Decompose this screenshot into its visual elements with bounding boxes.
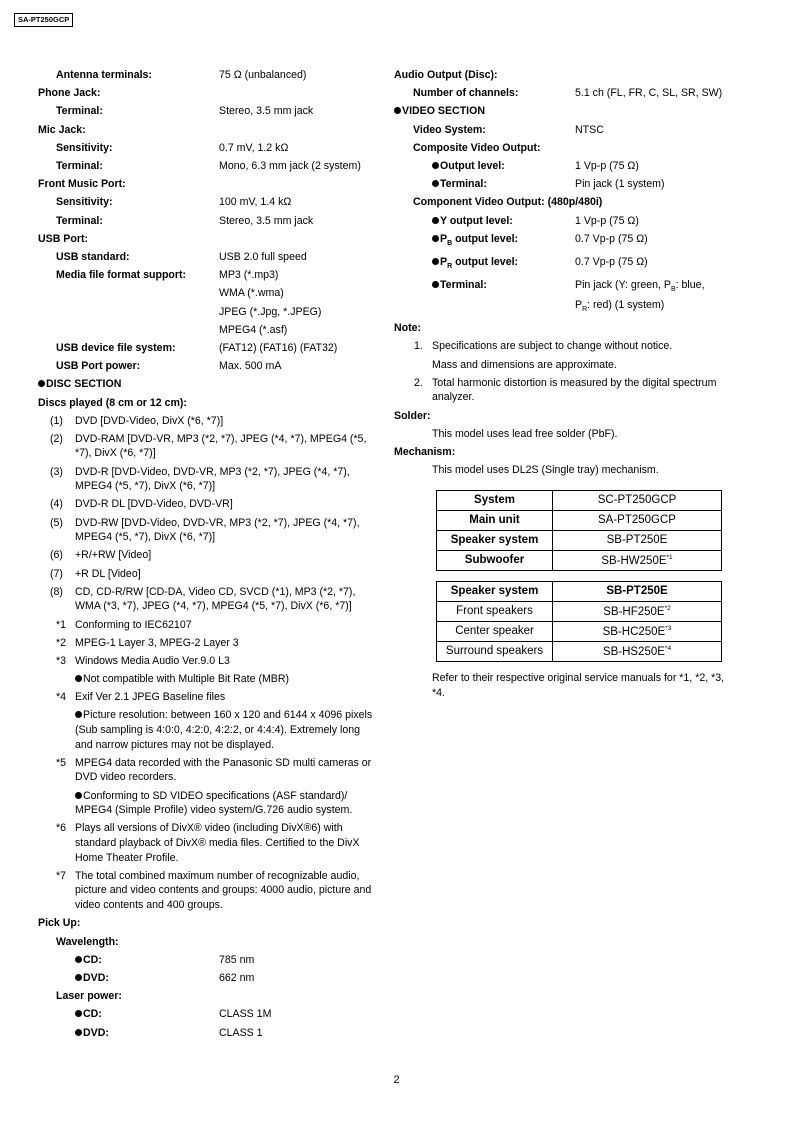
bullet-icon <box>75 974 82 981</box>
spec-label: Output level: <box>432 157 575 175</box>
table-cell: Speaker system <box>437 530 553 550</box>
spec-value: 1 Vp-p (75 Ω) <box>575 214 639 227</box>
spec-label: Sensitivity: <box>56 196 113 209</box>
spec-value: 0.7 Vp-p (75 Ω) <box>575 256 648 269</box>
list-item: (1) DVD [DVD-Video, DivX (*6, *7)] <box>50 414 224 427</box>
usb-power-row <box>38 357 373 375</box>
table-row <box>437 601 722 621</box>
bullet-icon <box>394 107 401 114</box>
solder-text: This model uses lead free solder (PbF). <box>432 427 618 440</box>
table-cell: Speaker system <box>437 581 553 601</box>
footnote-note: Not compatible with Multiple Bit Rate (MBR) <box>38 670 373 688</box>
spec-label: USB standard: <box>56 251 130 264</box>
solder-heading: Solder: <box>394 409 431 422</box>
list-item: (3) DVD-R [DVD-Video, DVD-VR, MP3 (*2, *7), JPEG (*4, *7), MPEG4 (*5, *7), DivX (*6, *7)] <box>50 465 350 493</box>
note-item: 1. Specifications are subject to change without notice. <box>414 340 673 353</box>
bullet-icon <box>75 1010 82 1017</box>
table-cell: $SB-HF250E^{*2}$ <box>553 601 722 621</box>
table-row <box>437 530 722 550</box>
footnote-note: Picture resolution: between 160 x 120 and 6144 x 4096 pixels (Sub sampling is 4:0:0, 4:2:0, 4:2:2, or 4:4:4). Extremely long and narrow pictures may not be displayed. <box>75 709 373 751</box>
spec-value: Stereo, 3.5 mm jack <box>219 105 314 118</box>
refer-text: Refer to their respective original service manuals for *1, *2, *3, *4. <box>432 672 725 699</box>
mic-terminal-row <box>38 157 373 175</box>
usb-port-heading: USB Port: <box>38 232 89 245</box>
spec-label: Antenna terminals: <box>56 69 152 81</box>
spec-label: Media file format support: <box>56 269 187 282</box>
bullet-icon <box>75 711 82 718</box>
list-item: (5) DVD-RW [DVD-Video, DVD-VR, MP3 (*2, *7), JPEG (*4, *7), MPEG4 (*5, *7), DivX (*6, *7)] <box>50 516 360 544</box>
spec-value: USB 2.0 full speed <box>219 251 307 264</box>
mechanism-text: This model uses DL2S (Single tray) mechanism. <box>432 464 659 477</box>
component-terminal-row <box>394 276 754 319</box>
footnote-note: Conforming to SD VIDEO specifications (ASF standard)/ MPEG4 (Simple Profile) video system/G.726 audio system. <box>75 789 353 817</box>
composite-terminal-row <box>394 175 754 193</box>
spec-label: $P_R$ output level: <box>432 253 575 276</box>
table-cell: Front speakers <box>437 601 553 621</box>
table-cell: $SB-HS250E^{*4}$ <box>553 641 722 661</box>
spec-label: Sensitivity: <box>56 141 113 154</box>
y-level-row <box>394 212 754 230</box>
table-row <box>437 550 722 570</box>
spec-value: CLASS 1 <box>219 1026 263 1039</box>
pb-level-row <box>394 230 754 253</box>
table-cell: Surround speakers <box>437 641 553 661</box>
wavelength-heading: Wavelength: <box>56 935 119 948</box>
composite-heading: Composite Video Output: <box>413 141 541 154</box>
footnote: *5 MPEG4 data recorded with the Panasonic SD multi cameras or DVD video recorders. <box>56 756 372 784</box>
spec-value: 75 Ω (unbalanced) <box>219 69 307 81</box>
list-item: (2) DVD-RAM [DVD-VR, MP3 (*2, *7), JPEG (*4, *7), MPEG4 (*5, *7), DivX (*6, *7)] <box>50 432 367 460</box>
laser-dvd-row <box>38 1024 373 1042</box>
list-item: (6) +R/+RW [Video] <box>50 549 152 562</box>
spec-value: 0.7 Vp-p (75 Ω) <box>575 232 648 245</box>
spec-value: (FAT12) (FAT16) (FAT32) <box>219 342 338 355</box>
fp-sensitivity-row <box>38 193 373 211</box>
table-cell: System <box>437 490 553 510</box>
note-item: 2. Total harmonic distortion is measured by the digital spectrum analyzer. <box>414 376 717 404</box>
video-system-row <box>394 121 754 139</box>
audio-output-heading: Audio Output (Disc): <box>394 69 498 81</box>
laser-power-heading: Laser power: <box>56 990 122 1003</box>
left-column <box>38 66 373 1042</box>
bullet-icon <box>432 258 439 265</box>
page-number: 2 <box>393 1074 400 1086</box>
spec-value: Pin jack (1 system) <box>575 178 665 191</box>
table-row <box>437 510 722 530</box>
spec-value: NTSC <box>575 123 604 136</box>
spec-label: DVD: <box>75 1024 219 1042</box>
spec-value: 785 nm <box>219 953 255 966</box>
spec-label: USB device file system: <box>56 342 176 355</box>
table-cell: SB-PT250E <box>553 581 722 601</box>
bullet-icon <box>75 675 82 682</box>
usb-media-row <box>38 266 373 339</box>
bullet-icon <box>75 792 82 799</box>
footnote: *1 Conforming to IEC62107 <box>56 618 192 631</box>
spec-value: 0.7 mV, 1.2 kΩ <box>219 141 289 154</box>
pickup-heading: Pick Up: <box>38 917 81 930</box>
laser-cd-row <box>38 1005 373 1023</box>
spec-label: DVD: <box>75 969 219 987</box>
system-table <box>436 490 722 571</box>
footnote: *2 MPEG-1 Layer 3, MPEG-2 Layer 3 <box>56 636 239 649</box>
table-cell: SB-PT250E <box>553 530 722 550</box>
right-column <box>394 66 754 702</box>
component-heading: Component Video Output: (480p/480i) <box>413 196 603 209</box>
front-music-port-heading: Front Music Port: <box>38 178 126 191</box>
spec-value: CLASS 1M <box>219 1008 272 1021</box>
spec-value: 662 nm <box>219 971 255 984</box>
spec-label: Terminal: <box>432 175 575 193</box>
footnote: *4 Exif Ver 2.1 JPEG Baseline files <box>56 691 226 704</box>
table-row <box>437 581 722 601</box>
footnote: *6 Plays all versions of DivX® video (including DivX®6) with standard playback of DivX® media files. Certified to the DivX Home Theater Profile. <box>56 822 360 864</box>
composite-level-row <box>394 157 754 175</box>
bullet-icon <box>75 956 82 963</box>
spec-value: Mono, 6.3 mm jack (2 system) <box>219 160 361 173</box>
table-cell: $SB-HW250E^{*1}$ <box>553 550 722 570</box>
media-format: JPEG (*.Jpg, *.JPEG) <box>219 305 322 318</box>
phone-terminal-row <box>38 102 373 120</box>
spec-label: Terminal: <box>432 278 575 317</box>
mic-jack-heading: Mic Jack: <box>38 123 86 136</box>
table-cell: SC-PT250GCP <box>553 490 722 510</box>
table-cell: Center speaker <box>437 621 553 641</box>
spec-value: 1 Vp-p (75 Ω) <box>575 160 639 172</box>
spec-label: CD: <box>75 1005 219 1023</box>
bullet-icon <box>75 1029 82 1036</box>
bullet-icon <box>432 162 439 169</box>
bullet-icon <box>432 217 439 224</box>
channels-row <box>394 84 754 102</box>
note-heading: Note: <box>394 322 422 335</box>
phone-jack-heading: Phone Jack: <box>38 87 101 100</box>
table-cell: $SB-HC250E^{*3}$ <box>553 621 722 641</box>
note-item-continuation: Mass and dimensions are approximate. <box>432 358 617 371</box>
footnote: *3 Windows Media Audio Ver.9.0 L3 <box>56 654 230 667</box>
list-item: (7) +R DL [Video] <box>50 567 141 580</box>
spec-value: Max. 500 mA <box>219 360 282 373</box>
pr-level-row <box>394 253 754 276</box>
list-item: (4) DVD-R DL [DVD-Video, DVD-VR] <box>50 498 233 511</box>
media-format: MPEG4 (*.asf) <box>219 323 288 336</box>
model-tag: SA-PT250GCP <box>14 13 73 27</box>
spec-value: Stereo, 3.5 mm jack <box>219 214 314 227</box>
table-cell: SA-PT250GCP <box>553 510 722 530</box>
spec-label: Video System: <box>413 123 486 136</box>
footnote: *7 The total combined maximum number of recognizable audio, picture and video contents and groups: 4000 audio, picture and video contents and 400 groups. <box>56 869 372 911</box>
fp-terminal-row <box>38 212 373 230</box>
antenna-row <box>38 66 373 84</box>
table-row <box>437 621 722 641</box>
speaker-table <box>436 581 722 662</box>
usb-fs-row <box>38 339 373 357</box>
table-cell: Subwoofer <box>437 550 553 570</box>
table-row <box>437 490 722 510</box>
spec-label: Terminal: <box>56 105 103 118</box>
bullet-icon <box>432 180 439 187</box>
usb-standard-row <box>38 248 373 266</box>
spec-value <box>219 266 373 339</box>
bullet-icon <box>432 281 439 288</box>
spec-value: 5.1 ch (FL, FR, C, SL, SR, SW) <box>575 87 723 99</box>
mechanism-heading: Mechanism: <box>394 446 456 459</box>
spec-value: Pin jack (Y: green, $P_B$: blue, $P_R$: red) (1 system) <box>575 279 705 314</box>
list-item: (8) CD, CD-R/RW [CD-DA, Video CD, SVCD (*1), MP3 (*2, *7), WMA (*3, *7), JPEG (*4, *7), MPEG4 (*5, *7), DivX (*6, *7)] <box>50 585 356 613</box>
bullet-icon <box>38 380 45 387</box>
disc-section-heading: DISC SECTION <box>38 375 373 393</box>
spec-label: USB Port power: <box>56 360 141 373</box>
discs-played-heading: Discs played (8 cm or 12 cm): <box>38 396 187 409</box>
table-row <box>437 641 722 661</box>
mic-sensitivity-row <box>38 139 373 157</box>
spec-value: 100 mV, 1.4 kΩ <box>219 196 292 209</box>
media-format: WMA (*.wma) <box>219 287 284 300</box>
spec-label: Number of channels: <box>413 87 519 99</box>
spec-label: $P_B$ output level: <box>432 230 575 253</box>
spec-label: Terminal: <box>56 214 103 227</box>
wavelength-dvd-row <box>38 969 373 987</box>
spec-label: Terminal: <box>56 160 103 173</box>
wavelength-cd-row <box>38 951 373 969</box>
bullet-icon <box>432 235 439 242</box>
spec-label: CD: <box>75 951 219 969</box>
video-section-heading: VIDEO SECTION <box>394 102 754 120</box>
table-cell: Main unit <box>437 510 553 530</box>
media-format: MP3 (*.mp3) <box>219 269 279 282</box>
spec-label: Y output level: <box>432 212 575 230</box>
